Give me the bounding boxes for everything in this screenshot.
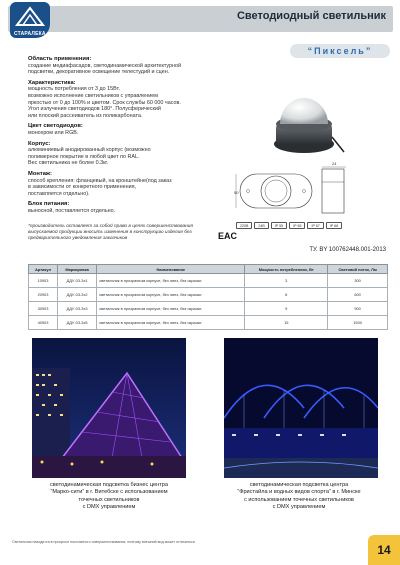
table-row — [29, 302, 388, 316]
table-cell: ДДУ-03-3х2 — [57, 288, 96, 302]
caption-line: “Марко-сити” в г. Витебске с использованием — [50, 489, 168, 496]
caption-left — [24, 482, 194, 512]
cert-badge: IP 67 — [307, 222, 323, 229]
spec-text: создание медиафасадов, светодинамической архитектурной подсветки, декоративное освещение телестудий и сцен. — [28, 62, 182, 76]
certification-row — [236, 222, 342, 229]
logo-text: СТАРАЛЕКА — [14, 31, 46, 37]
spec-text: алюминиевый анодированный корпус (возможно полимерное покрытие в любой цвет по RAL. Вес светильника не более 0.3кг. — [28, 147, 151, 167]
eac-mark: EAC — [218, 231, 238, 241]
spec-text: мощность потребления от 3 до 15Вт. возможно исполнение светильников с управлением яркостью от 0 до 100% и цветом. Срок службы 60 000 часов. Угол излучения светодиодов 180°. Полусферический или плоский рассеиватель из поликарбоната. — [28, 86, 181, 119]
spec-text: выносной, поставляется отдельно. — [28, 207, 116, 214]
logo-mark-icon — [14, 5, 46, 29]
caption-line: с DMX управлением — [272, 504, 326, 511]
table-cell: 9 — [245, 302, 328, 316]
table-header-row — [29, 265, 388, 274]
table-cell: светильник в прозрачном корпусе, без линз, без окраски — [97, 316, 245, 330]
dim-side-label: 50 — [234, 190, 239, 195]
spec-block — [28, 123, 248, 136]
spec-heading: Цвет светодиодов: — [28, 123, 83, 130]
caption-right — [214, 482, 384, 512]
table-cell: 600 — [328, 288, 388, 302]
table-cell: 6 — [245, 288, 328, 302]
spec-heading: Блок питания: — [28, 201, 70, 208]
spec-block — [28, 141, 248, 167]
spec-heading: Корпус: — [28, 140, 51, 147]
spec-text: монохром или RGB. — [28, 129, 79, 136]
table-cell: 3 — [245, 274, 328, 288]
table-row — [29, 274, 388, 288]
dim-top-label: 24 — [332, 161, 337, 166]
table-cell: светильник в прозрачном корпусе, без линз, без окраски — [97, 302, 245, 316]
tech-spec-code: ТУ. BY 100762448.001-2013 — [309, 247, 386, 253]
footer-note: Светильник находится в процессе постоянного совершенствования, поэтому внешний вид может отличаться — [12, 540, 195, 544]
spec-heading: Монтаж: — [28, 170, 52, 177]
cert-badge: 24В — [254, 222, 268, 229]
spec-text: способ крепления: фланцевый, на кронштейне(под заказ в зависимости от конкретного применения, поставляется отдельно). — [28, 177, 172, 197]
caption-line: светодинамическая подсветка бизнес центра — [49, 482, 169, 488]
table-cell: 40903 — [29, 316, 58, 330]
caption-line: с использованием точечных светильников — [244, 496, 354, 503]
cert-badge: IP 55 — [271, 222, 287, 229]
table-header-cell: Маркировка — [57, 265, 96, 274]
models-table — [28, 264, 388, 330]
cert-badge: 220В — [236, 222, 252, 229]
page-number: 14 — [368, 535, 400, 565]
table-cell: ДДУ-03-3х3 — [57, 302, 96, 316]
table-header-cell: Мощность потреблениях, Вт — [245, 265, 328, 274]
spec-block — [28, 201, 248, 214]
table-cell: светильник в прозрачном корпусе, без линз, без окраски — [97, 274, 245, 288]
caption-line: светодинамическая подсветка центра — [249, 482, 349, 488]
table-cell: светильник в прозрачном корпусе, без линз, без окраски — [97, 288, 245, 302]
photo-marco-city — [32, 338, 186, 478]
product-name-pill: “Пиксель” — [290, 44, 390, 58]
fixture-photo — [262, 82, 346, 166]
manufacturer-note: *производитель оставляет за собой право в целях совершенствования выпускаемой продукции вносить изменения в конструкцию изделия без предварительного уведомления заказчиков — [28, 224, 193, 241]
table-cell: 900 — [328, 302, 388, 316]
caption-line: “Фристайла и водных видов спорта” в г. Минске — [237, 489, 361, 496]
technical-drawing — [234, 160, 358, 220]
table-cell: 20903 — [29, 288, 58, 302]
table-header-cell: Наименование — [97, 265, 245, 274]
cert-badge: IP 68 — [326, 222, 342, 229]
spec-heading: Область применения: — [28, 56, 92, 62]
brand-logo — [10, 2, 50, 38]
caption-line: точечных светильников — [78, 496, 140, 503]
spec-block — [28, 171, 248, 197]
table-cell: ДДУ-03-3х1 — [57, 274, 96, 288]
table-cell: 300 — [328, 274, 388, 288]
table-header-cell: Артикул — [29, 265, 58, 274]
cert-badge: IP 65 — [289, 222, 305, 229]
caption-line: с DMX управлением — [82, 504, 136, 511]
table-row — [29, 316, 388, 330]
spec-list — [28, 56, 248, 218]
page-header — [0, 0, 400, 40]
table-row — [29, 288, 388, 302]
spec-block — [28, 56, 248, 76]
table-cell: 30903 — [29, 302, 58, 316]
spec-heading: Характеристика: — [28, 79, 76, 86]
spec-block — [28, 80, 248, 120]
table-header-cell: Световой поток, Лм — [328, 265, 388, 274]
table-cell: 1500 — [328, 316, 388, 330]
table-cell: 15 — [245, 316, 328, 330]
table-cell: ДДУ-03-3х5 — [57, 316, 96, 330]
table-cell: 10903 — [29, 274, 58, 288]
photo-freestyle-center — [224, 338, 378, 478]
page-title: Светодиодный светильник — [236, 10, 386, 22]
